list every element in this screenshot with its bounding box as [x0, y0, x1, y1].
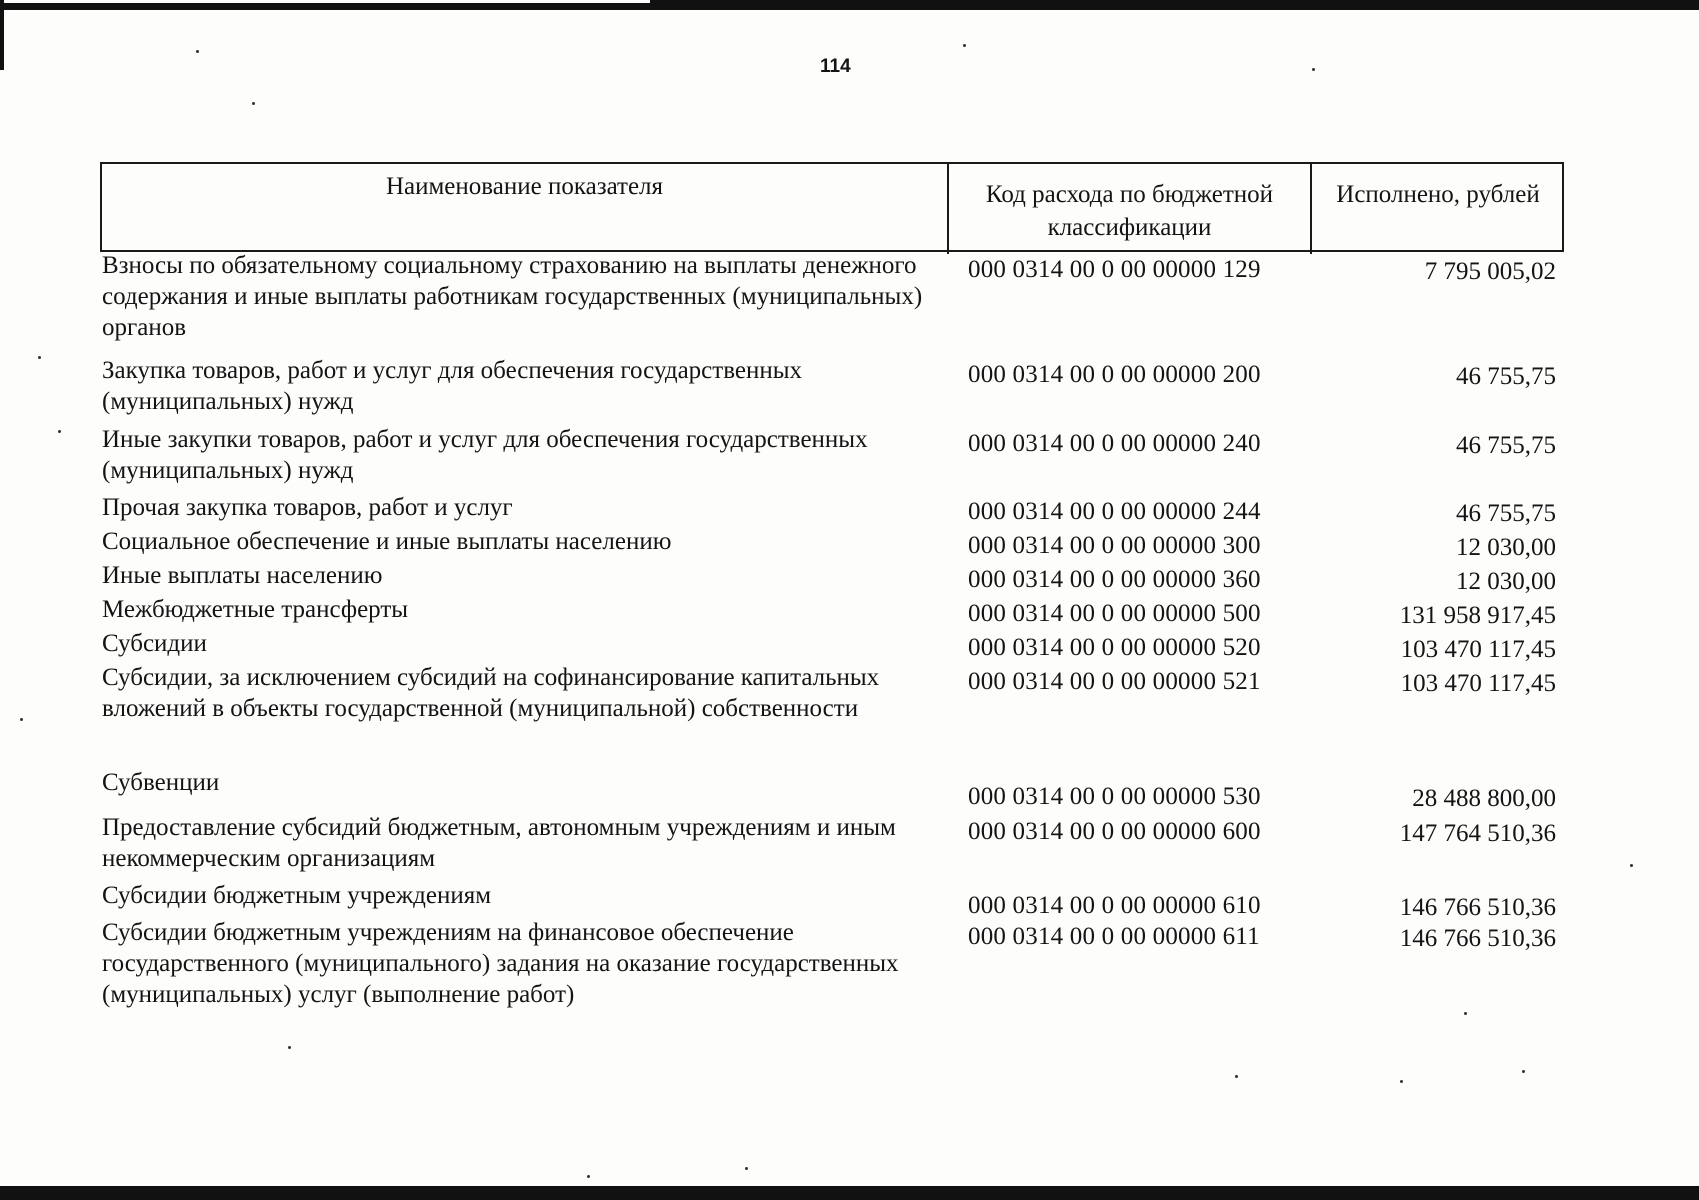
- row-name: Прочая закупка товаров, работ и услуг: [102, 494, 513, 521]
- row-code: 000 0314 00 0 00 00000 300: [968, 532, 1261, 559]
- scan-speck: [196, 50, 199, 53]
- scan-border-left: [0, 0, 4, 70]
- row-code: 000 0314 00 0 00 00000 360: [968, 566, 1261, 593]
- row-name: Субсидии бюджетным учреждениям на финансовое обеспечение государственного (муниципального) задания на оказание государственных (муниципальных) услуг (выполнение работ): [102, 919, 899, 1008]
- row-code: 000 0314 00 0 00 00000 520: [968, 634, 1261, 661]
- scan-speck: [252, 102, 255, 105]
- row-code: 000 0314 00 0 00 00000 530: [968, 783, 1261, 810]
- scan-border-gap: [0, 0, 650, 3]
- scan-speck: [20, 718, 23, 721]
- row-name: Иные закупки товаров, работ и услуг для обеспечения государственных (муниципальных) нужд: [102, 426, 868, 484]
- scan-speck: [1630, 864, 1633, 867]
- row-code: 000 0314 00 0 00 00000 500: [968, 600, 1261, 627]
- scan-speck: [963, 44, 966, 47]
- row-amount: 147 764 510,36: [1399, 820, 1556, 847]
- row-amount: 12 030,00: [1456, 568, 1556, 595]
- row-amount: 46 755,75: [1456, 432, 1556, 459]
- row-name: Взносы по обязательному социальному страхованию на выплаты денежного содержания и иные выплаты работникам государственных (муниципальных) органов: [102, 252, 923, 341]
- scan-speck: [1312, 68, 1315, 71]
- row-amount: 146 766 510,36: [1399, 925, 1556, 952]
- row-name: Субсидии бюджетным учреждениям: [102, 882, 492, 909]
- row-name: Межбюджетные трансферты: [102, 596, 409, 623]
- row-code: 000 0314 00 0 00 00000 200: [968, 361, 1261, 388]
- header-amount: Исполнено, рублей: [1336, 181, 1540, 208]
- row-code: 000 0314 00 0 00 00000 240: [968, 430, 1261, 457]
- row-name: Субсидии: [102, 630, 207, 657]
- row-name: Социальное обеспечение и иные выплаты населению: [102, 528, 672, 555]
- row-name: Предоставление субсидий бюджетным, автономным учреждениям и иным некоммерческим организациям: [102, 814, 896, 872]
- expenditure-table: [100, 162, 1566, 1102]
- row-code: 000 0314 00 0 00 00000 600: [968, 818, 1261, 845]
- row-amount: 46 755,75: [1456, 500, 1556, 527]
- row-amount: 12 030,00: [1456, 534, 1556, 561]
- row-amount: 46 755,75: [1456, 363, 1556, 390]
- row-code: 000 0314 00 0 00 00000 611: [968, 923, 1260, 950]
- table-header: [100, 162, 1564, 252]
- row-name: Субвенции: [102, 769, 220, 796]
- row-amount: 103 470 117,45: [1400, 670, 1556, 697]
- page-number: 114: [820, 56, 851, 77]
- row-amount: 28 488 800,00: [1412, 785, 1556, 812]
- scan-speck: [58, 430, 61, 433]
- row-amount: 7 795 005,02: [1424, 258, 1556, 285]
- row-code: 000 0314 00 0 00 00000 521: [968, 668, 1261, 695]
- header-code: Код расхода по бюджетной классификации: [985, 181, 1274, 241]
- header-name: Наименование показателя: [385, 173, 664, 200]
- row-name: Закупка товаров, работ и услуг для обеспечения государственных (муниципальных) нужд: [102, 357, 803, 415]
- row-amount: 146 766 510,36: [1399, 894, 1556, 921]
- row-amount: 131 958 917,45: [1399, 602, 1556, 629]
- row-amount: 103 470 117,45: [1400, 636, 1556, 663]
- scan-speck: [38, 356, 41, 359]
- scan-speck: [587, 1175, 590, 1178]
- row-code: 000 0314 00 0 00 00000 610: [968, 892, 1261, 919]
- scan-border-bottom: [0, 1186, 1699, 1200]
- row-code: 000 0314 00 0 00 00000 129: [968, 256, 1261, 283]
- scan-speck: [745, 1167, 748, 1170]
- row-code: 000 0314 00 0 00 00000 244: [968, 498, 1261, 525]
- row-name: Иные выплаты населению: [102, 562, 383, 589]
- row-name: Субсидии, за исключением субсидий на софинансирование капитальных вложений в объекты государственной (муниципальной) собственности: [102, 664, 880, 722]
